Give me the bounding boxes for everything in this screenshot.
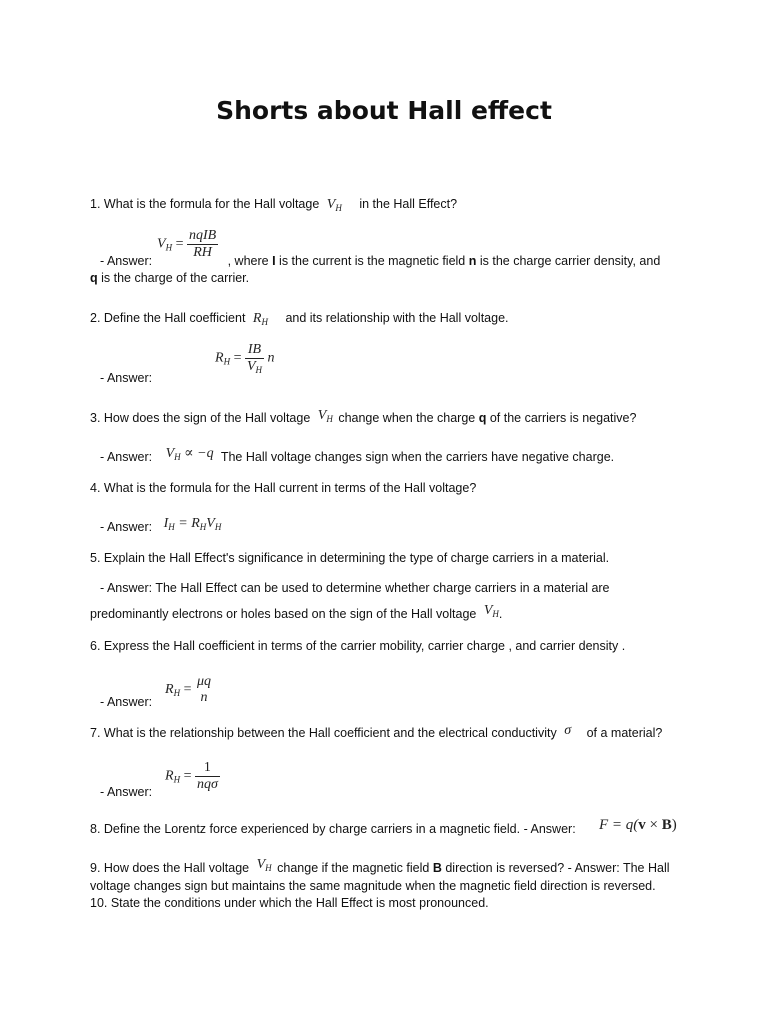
formula-conductivity: $R_H$ = $\frac{1}{\text{nqσ}}$ <box>165 760 218 792</box>
answer-5-line-2: predominantly electrons or holes based on the sign of the Hall voltage $V_H$. <box>90 603 503 621</box>
formula-mobility: $R_H$ = μq n <box>165 674 211 705</box>
hall-coefficient-symbol: $R_H$ <box>252 311 268 327</box>
question-2: 2. Define the Hall coefficient $R_H$ and its relationship with the Hall voltage. <box>90 311 509 327</box>
question-4: 4. What is the formula for the Hall current in terms of the Hall voltage? <box>90 481 477 495</box>
question-10: 10. State the conditions under which the Hall Effect is most pronounced. <box>90 896 489 910</box>
question-1: 1. What is the formula for the Hall voltage $V_H$ in the Hall Effect? <box>90 197 458 213</box>
answer-6-label: - Answer: <box>100 695 153 709</box>
formula-lorentz-force: F = q(v × B) <box>599 817 677 833</box>
question-7: 7. What is the relationship between the Hall coefficient and the electrical conductivity σ of a material? <box>90 723 663 740</box>
answer-3: - Answer: $V_H \propto -q$ The Hall voltage changes sign when the carriers have negative charge. <box>100 446 615 464</box>
sigma-symbol: σ <box>564 723 572 738</box>
question-5: 5. Explain the Hall Effect's significance in determining the type of charge carriers in a material. <box>90 551 610 565</box>
question-8: 8. Define the Lorentz force experienced by charge carriers in a magnetic field. - Answer: <box>90 822 576 836</box>
formula-hall-voltage: $V_H$ = $\frac{\text{nqIB}}{RH}$ <box>157 228 217 260</box>
question-3: 3. How does the sign of the Hall voltage $V_H$ change when the charge q of the carriers is negative? <box>90 408 637 425</box>
hall-voltage-symbol: $V_H$ <box>326 197 342 213</box>
formula-hall-coefficient: $R_H$ = $\frac{IB}{V_H}$ n <box>215 342 275 375</box>
answer-2-label: - Answer: <box>100 371 153 385</box>
question-6: 6. Express the Hall coefficient in terms of the carrier mobility, carrier charge , and carrier density . <box>90 639 626 653</box>
page-title: Shorts about Hall effect <box>216 96 552 125</box>
answer-4: - Answer: $I_H = R_HV_H$ <box>100 516 222 534</box>
question-9-line-2: voltage changes sign but maintains the same magnitude when the magnetic field direction is reversed. <box>90 879 656 893</box>
answer-1-line-2: q is the charge of the carrier. <box>90 271 250 285</box>
answer-7-label: - Answer: <box>100 785 153 799</box>
answer-5-line-1: - Answer: The Hall Effect can be used to determine whether charge carriers in a material are <box>100 581 610 595</box>
question-9-line-1: 9. How does the Hall voltage $V_H$ change if the magnetic field B direction is reversed? - Answer: The Hall <box>90 857 670 875</box>
answer-1-line-1: - Answer: , where I is the current is the magnetic field n is the charge carrier density, and <box>100 254 661 268</box>
